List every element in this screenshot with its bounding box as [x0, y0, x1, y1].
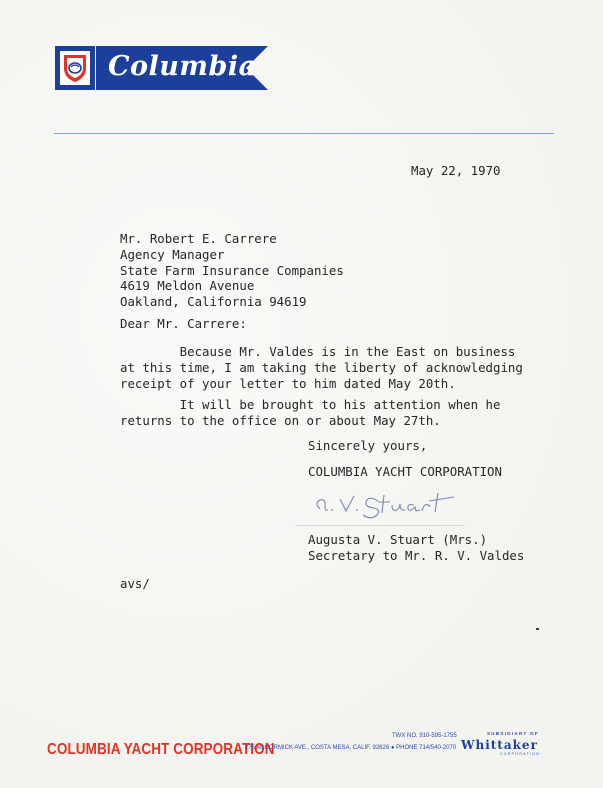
recipient-line: Agency Manager — [120, 246, 225, 262]
recipient-line: State Farm Insurance Companies — [120, 262, 344, 278]
recipient-line: 4619 Meldon Avenue — [120, 278, 255, 294]
closing: Sincerely yours, — [308, 438, 428, 453]
signature-line — [295, 525, 465, 526]
paper-speck — [536, 628, 539, 630]
shield-icon — [60, 51, 90, 85]
whittaker-corporation-label: CORPORATION — [500, 752, 541, 756]
letterhead-rule — [54, 133, 554, 134]
typist-initials: avs/ — [120, 576, 150, 591]
footer-address: 275 McCORMICK AVE., COSTA MESA, CALIF. 92626 ● PHONE 714/540-2070 — [245, 745, 457, 751]
letter-date: May 22, 1970 — [411, 163, 501, 178]
whittaker-logo: Whittaker — [461, 738, 538, 752]
salutation: Dear Mr. Carrere: — [120, 316, 247, 331]
closing-company: COLUMBIA YACHT CORPORATION — [308, 464, 502, 479]
signer-name: Augusta V. Stuart (Mrs.) — [308, 532, 488, 547]
signer-block — [308, 532, 524, 564]
recipient-address — [120, 231, 344, 310]
columbia-shield-logo — [55, 46, 95, 90]
signer-title: Secretary to Mr. R. V. Valdes — [308, 547, 525, 563]
body-paragraph-2: It will be brought to his attention when he returns to the office on or about May 27th. — [120, 397, 501, 428]
handwritten-signature — [308, 489, 468, 523]
brand-wordmark: Columbia — [108, 51, 257, 82]
footer-subsidiary-label: SUBSIDIARY OF — [487, 731, 539, 736]
body-paragraph-1: Because Mr. Valdes is in the East on business at this time, I am taking the liberty of acknowledging receipt of your letter to him dated May 20th. — [120, 344, 523, 391]
recipient-line: Oakland, California 94619 — [120, 294, 307, 310]
recipient-line: Mr. Robert E. Carrere — [120, 231, 277, 246]
footer-twx: TWX NO. 910-595-1755 — [392, 733, 457, 739]
footer-company-name: COLUMBIA YACHT CORPORATION — [47, 740, 275, 758]
